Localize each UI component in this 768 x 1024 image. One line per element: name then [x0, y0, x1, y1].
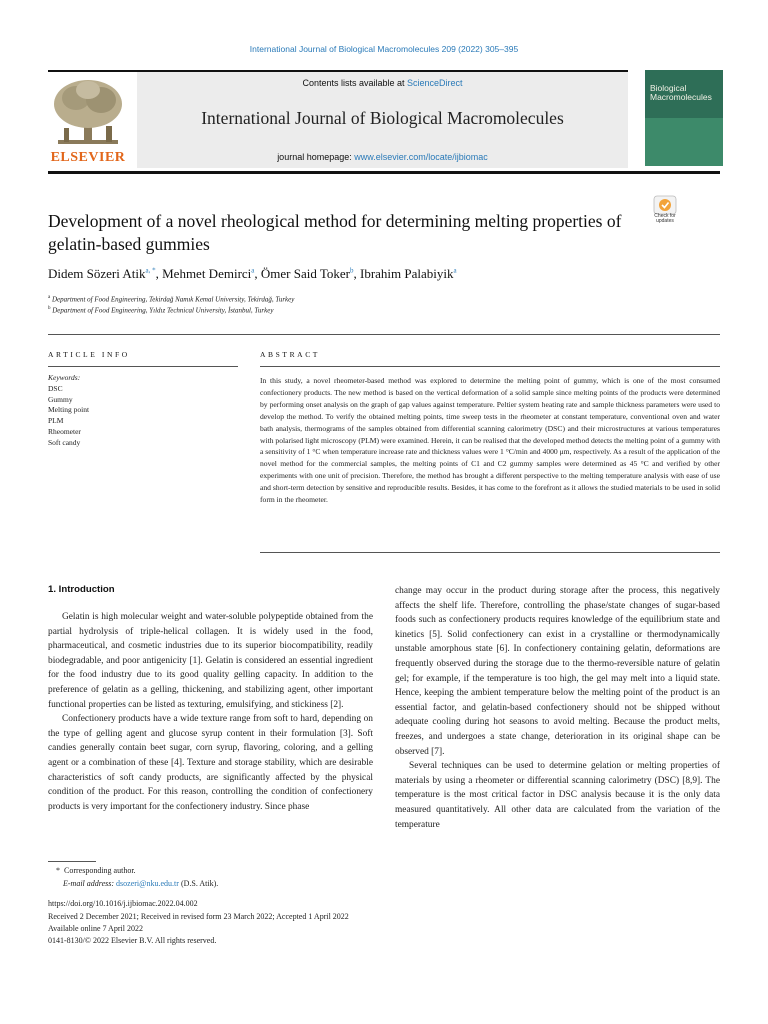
corresponding-text: Corresponding author. [64, 866, 136, 875]
author-affiliation-mark[interactable]: a, * [145, 266, 156, 275]
elsevier-wordmark: ELSEVIER [50, 150, 126, 165]
copyright: 0141-8130/© 2022 Elsevier B.V. All rights reserved. [48, 936, 217, 945]
paragraph: change may occur in the product during storage after the process, this negatively affects the shelf life. Therefore, controlling the phase/state changes of sugar-based foods such as confectionery products requires knowledge of the equilibrium state and kinetics [5]. Solid confectionery can exist in a crystalline or thermodynamically unstable amorphous state [6]. In confectionery containing gelatin, deformations are frequently observed during the storage due to the thermo-reversible nature of gelatin gel; for example, if the temperature is too high, the gel may melt into a liquid state. Hence, keeping the ambient temperature below the melting point of the product is an essential factor, and gelatin-based confectionery should not be shipped without adequate cooling during hot seasons to avoid melting. Because the product melts, freezes, and undergoes a state change, deterioration in its original shape can be observed [7]. [395, 586, 720, 757]
divider [260, 552, 720, 553]
author-name[interactable]: Didem Sözeri Atik [48, 266, 146, 281]
sciencedirect-link[interactable]: ScienceDirect [407, 78, 463, 88]
email-link[interactable]: dsozeri@nku.edu.tr [116, 879, 179, 888]
affiliation-mark: a [48, 295, 51, 300]
homepage-line [137, 152, 628, 162]
available-online: Available online 7 April 2022 [48, 924, 143, 933]
divider [48, 366, 238, 367]
keyword: Soft candy [48, 437, 81, 447]
keywords-list [48, 373, 238, 449]
article-info-heading: ARTICLE INFO [48, 350, 130, 359]
abstract-text: In this study, a novel rheometer-based method was explored to determine the melting point of gummy, which is one of the most consumed confectionery products. The new method is based on the vertical deformation of a solid sample since melting points of the products were determined by performing onset analysis on the graph of gap values against temperature. Peltier system heating rate and sample thickness parameters were used to develop the method. To verify the obtained melting points, time sweep tests in the rheometer at constant temperature, conventional oven and water bath analysis, thermograms of the samples obtained from differential scanning calorimetry (DSC) and their microstructures at various temperatures with polarised light microscopy (PLM) were examined. Herein, it can be realised that the developed method detects the melting point of a gummy with a sensitivity of 1 °C when temperature increase rate and thickness values were 1 °C/min and 4000 μm, respectively. As a result of the application of the novel method for the commercial samples, the melting points of C1 and C2 gummy samples were determined as 45 °C and verified by other experiments with one unit of precision. Therefore, the method has brought a different perspective to the melting temperature analysis with ease of use and short-term detection by sensitive and reproducible results. Besides, it has come to the forefront as it allows the studied materials to be used in solid form in the rheometer. [260, 376, 720, 505]
abstract-heading: ABSTRACT [260, 350, 320, 359]
keyword: Gummy [48, 394, 73, 404]
body-column-left [48, 610, 373, 814]
keyword: Rheometer [48, 426, 81, 436]
keywords-label: Keywords: [48, 373, 81, 382]
email-note [63, 879, 218, 888]
received-dates: Received 2 December 2021; Received in revised form 23 March 2022; Accepted 1 April 2022 [48, 912, 349, 921]
author-affiliation-mark[interactable]: a [251, 266, 255, 275]
homepage-link[interactable]: www.elsevier.com/locate/ijbiomac [354, 152, 488, 162]
affiliation-mark: b [48, 306, 51, 311]
author-list: Didem Sözeri Atik$^{a, *}$, Mehmet Demirci$^a$, Ömer Said Toker$^b$, Ibrahim Palabiyik$^a$ [48, 266, 457, 281]
author-affiliation-mark[interactable]: a [453, 266, 457, 275]
email-suffix: (D.S. Atik). [180, 879, 219, 888]
corresponding-mark: * [56, 866, 60, 875]
journal-cover-band [645, 118, 723, 166]
article-title: Development of a novel rheological method for determining melting properties of gelatin-based gummies [48, 211, 622, 254]
keyword: Melting point [48, 405, 90, 415]
affiliation-b [48, 306, 273, 314]
divider [48, 334, 720, 335]
footnote-rule [48, 861, 96, 862]
check-for-updates-label[interactable]: Check for updates [654, 213, 676, 224]
contents-line [137, 78, 628, 88]
introduction-heading: 1. Introduction [48, 584, 115, 595]
divider [260, 366, 720, 367]
affiliation-text: Department of Food Engineering, Tekirdağ Namık Kemal University, Tekirdağ, Turkey [51, 295, 295, 304]
email-label: E-mail address: [63, 879, 115, 888]
paragraph: Gelatin is high molecular weight and water-soluble polypeptide obtained from the partial hydrolysis of triple-helical collagen. It is widely used in the food, pharmaceutical, and cosmetic industries due to its superior biocompatibility, readily biodegradable, and poor antigenicity [1]. Gelatin is considered an essential ingredient for the food industry due to its good quality gelling capacity. In addition to the preference of gelatin as a gelling, thickening, and stabilizing agent, other important functional properties can be listed as texturing, emulsifying, and stickiness [2]. [48, 612, 373, 710]
author-affiliation-mark[interactable]: b [350, 266, 354, 275]
contents-prefix: Contents lists available at [302, 78, 408, 88]
author-name[interactable]: Ömer Said Toker [260, 266, 350, 281]
corresponding-author-note [56, 866, 136, 875]
doi-link[interactable]: https://doi.org/10.1016/j.ijbiomac.2022.04.002 [48, 899, 198, 908]
author-name[interactable]: Mehmet Demirci [162, 266, 252, 281]
paragraph: Several techniques can be used to determine gelation or melting properties of materials by using a rheometer or differential scanning calorimetry (DSC) [8,9]. The temperature is the most critical factor in DSC analysis because it is the only data measured quantitatively. All other data are calculated from the variation of the temperature [395, 761, 720, 830]
keyword: DSC [48, 383, 63, 393]
keyword: PLM [48, 416, 64, 426]
body-column-right [395, 584, 720, 832]
homepage-prefix: journal homepage: [277, 152, 355, 162]
affiliation-text: Department of Food Engineering, Yıldız Technical University, İstanbul, Turkey [52, 306, 274, 315]
affiliation-a [48, 295, 294, 303]
header-bottom-rule [48, 171, 720, 174]
journal-title: International Journal of Biological Macromolecules [201, 108, 564, 128]
journal-reference[interactable]: International Journal of Biological Macromolecules 209 (2022) 305–395 [249, 44, 519, 54]
paragraph: Confectionery products have a wide texture range from soft to hard, depending on the type of gelling agent and glucose syrup content in their formulation [3]. Soft candies generally contain beet sugar, corn syrup, flavoring, coloring, and a gelling agent or a combination of these [4]. Texture and storage stability, which are desirable characteristics of soft candy products, are significantly affected by the physical condition of the product. For this reason, controlling the condition of confectionery products is very important for the confectionery industry. Since phase [48, 714, 373, 812]
author-name[interactable]: Ibrahim Palabiyik [360, 266, 454, 281]
journal-cover-title: Biological Macromolecules [650, 83, 712, 102]
